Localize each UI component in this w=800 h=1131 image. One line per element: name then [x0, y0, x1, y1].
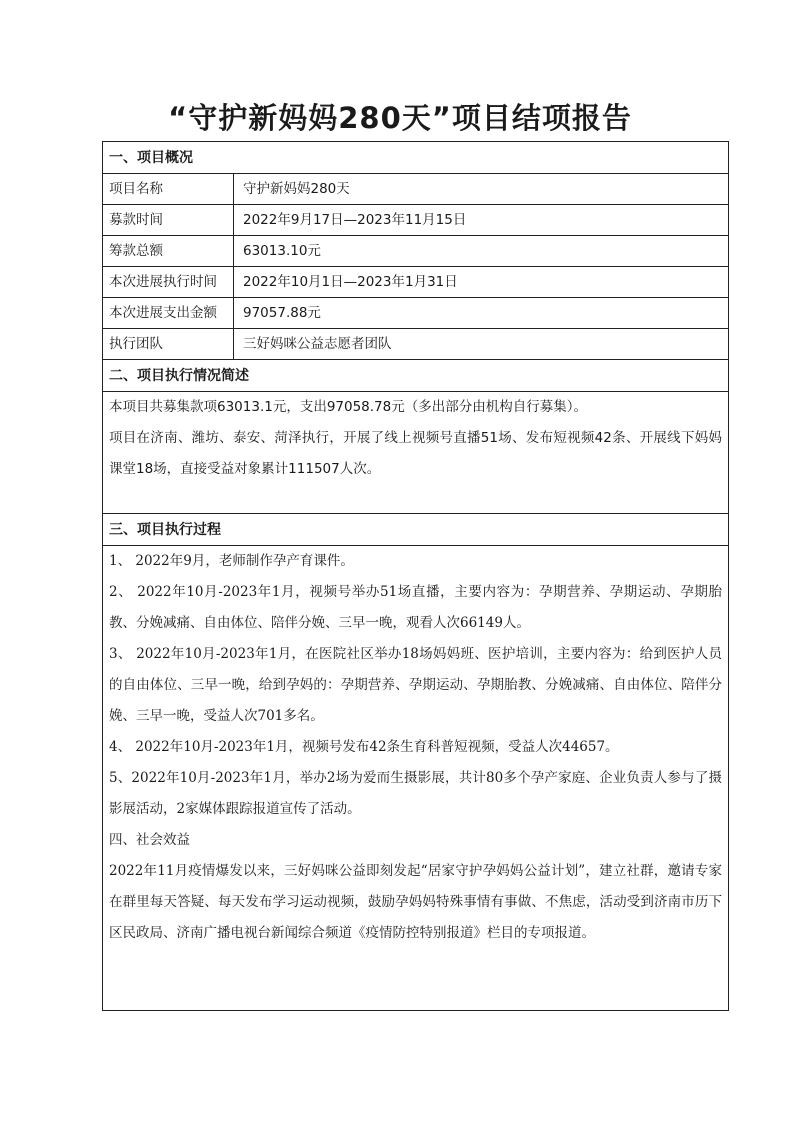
row-value: 97057.88元 — [243, 305, 321, 321]
page-title: “守护新妈妈280天”项目结项报告 — [168, 101, 632, 135]
summary-paragraph: 本项目共募集款项63013.1元，支出97058.78元（多出部分由机构自行募集）。 — [109, 399, 587, 415]
row-value: 2022年10月1日—2023年1月31日 — [243, 274, 458, 290]
table-row — [103, 174, 728, 205]
section-process-heading: 三、项目执行过程 — [103, 514, 728, 546]
table-row — [103, 267, 728, 298]
process-item: 1、 2022年9月，老师制作孕产育课件。 — [109, 553, 354, 569]
row-label: 筹款总额 — [103, 236, 234, 266]
process-item: 5、2022年10月-2023年1月，举办2场为爱而生摄影展，共计80多个孕产家庭、企业负责人参与了摄影展活动，2家媒体跟踪报道宣传了活动。 — [109, 770, 722, 817]
row-label: 执行团队 — [103, 329, 234, 359]
row-value: 守护新妈妈280天 — [243, 181, 350, 197]
table-row — [103, 298, 728, 329]
row-label: 项目名称 — [103, 174, 234, 204]
social-benefit-heading: 四、社会效益 — [109, 832, 190, 848]
table-row — [103, 236, 728, 267]
row-value: 三好妈咪公益志愿者团队 — [243, 336, 392, 352]
section-summary-heading: 二、项目执行情况简述 — [103, 360, 728, 392]
row-label: 募款时间 — [103, 205, 234, 235]
process-item: 3、 2022年10月-2023年1月，在医院社区举办18场妈妈班、医护培训，主要内容为：给到医护人员的自由体位、三早一晚，给到孕妈的：孕期营养、孕期运动、孕期胎教、分娩减痛、自由体位、陪伴分娩、三早一晚，受益人次701多名。 — [109, 646, 722, 724]
row-label: 本次进展支出金额 — [103, 298, 234, 328]
social-benefit-paragraph: 2022年11月疫情爆发以来，三好妈咪公益即刻发起“居家守护孕妈妈公益计划”，建立社群，邀请专家在群里每天答疑、每天发布学习运动视频，鼓励孕妈妈特殊事情有事做、不焦虑，活动受到济南市历下区民政局、济南广播电视台新闻综合频道《疫情防控特别报道》栏目的专项报道。 — [109, 863, 722, 941]
process-item: 4、 2022年10月-2023年1月，视频号发布42条生育科普短视频，受益人次44657。 — [109, 739, 619, 755]
process-item: 2、 2022年10月-2023年1月，视频号举办51场直播，主要内容为：孕期营养、孕期运动、孕期胎教、分娩减痛、自由体位、陪伴分娩、三早一晚，观看人次66149人。 — [109, 584, 722, 631]
table-row — [103, 329, 728, 360]
section-process-body — [103, 546, 728, 1010]
table-row — [103, 205, 728, 236]
row-value: 2022年9月17日—2023年11月15日 — [243, 212, 467, 228]
row-value: 63013.10元 — [243, 243, 321, 259]
report-table — [102, 141, 729, 1011]
section-summary-body — [103, 392, 728, 514]
row-label: 本次进展执行时间 — [103, 267, 234, 297]
summary-paragraph: 项目在济南、潍坊、泰安、菏泽执行，开展了线上视频号直播51场、发布短视频42条、开展线下妈妈课堂18场，直接受益对象累计111507人次。 — [109, 430, 722, 477]
section-overview-heading: 一、项目概况 — [103, 142, 728, 174]
